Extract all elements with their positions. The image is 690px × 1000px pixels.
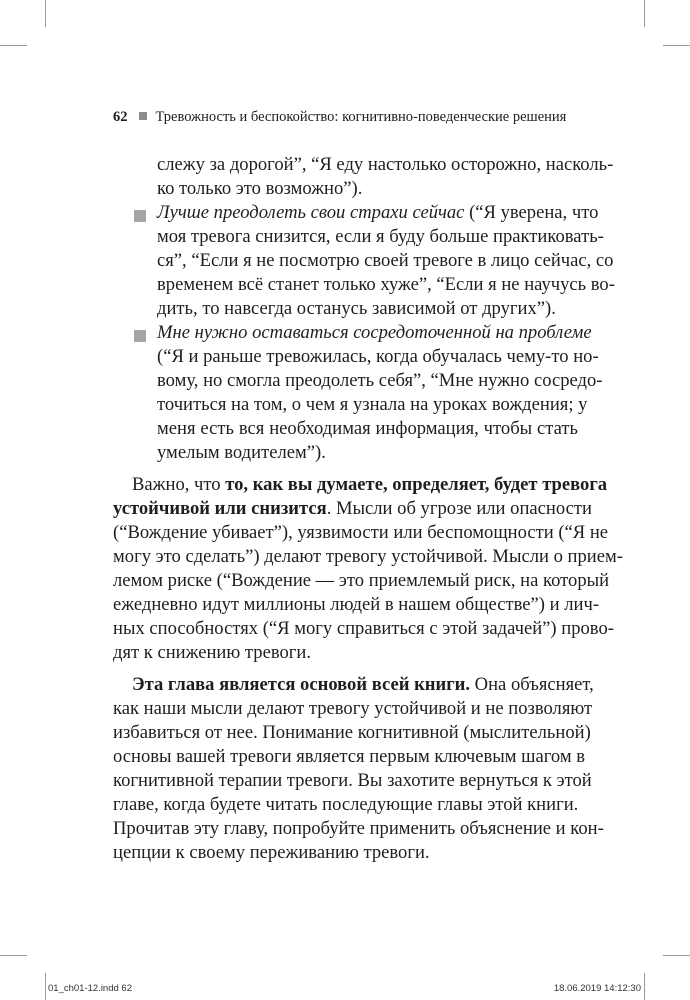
- text-line: [113, 521, 609, 545]
- bold-phrase: Эта глава является основой всей книги.: [132, 674, 471, 695]
- text-span: дить, то навсегда останусь зависимой от других”).: [157, 298, 556, 319]
- text-line: [157, 249, 614, 273]
- text-span: дят к снижению тревоги.: [113, 642, 311, 663]
- text-line: [132, 673, 594, 697]
- text-span: временем всё станет только хуже”, “Если я не научусь во-: [157, 274, 615, 295]
- text-line: [132, 473, 608, 497]
- text-span: могу это сделать”) делают тревогу устойчивой. Мысли о прием-: [113, 546, 623, 567]
- text-line: [113, 497, 592, 521]
- footer-datetime: 18.06.2019 14:12:30: [553, 983, 641, 994]
- text-line: [113, 745, 586, 769]
- text-line: [113, 721, 591, 745]
- crop-mark: [45, 973, 46, 1000]
- text-span: ся”, “Если я не посмотрю своей тревоге в лицо сейчас, со: [157, 250, 614, 271]
- text-line: [157, 441, 326, 465]
- text-line: [157, 177, 362, 201]
- bold-phrase: устойчивой или снизится: [113, 498, 327, 519]
- square-bullet-icon: [134, 210, 146, 222]
- running-title: Тревожность и беспокойство: когнитивно-поведенческие решения: [155, 109, 567, 125]
- text-span: когнитивной терапии тревоги. Вы захотите вернуться к этой: [113, 770, 592, 791]
- text-line: [157, 369, 603, 393]
- italic-phrase: Лучше преодолеть свои страхи сейчас: [157, 202, 465, 223]
- text-line: [113, 617, 614, 641]
- italic-phrase: Мне нужно оставаться сосредоточенной на проблеме: [157, 322, 592, 343]
- text-span: (“Я и раньше тревожилась, когда обучалась чему-то но-: [157, 346, 599, 367]
- bold-phrase: то, как вы думаете, определяет, будет тревога: [225, 474, 608, 495]
- text-span: (“Я уверена, что: [464, 202, 599, 223]
- text-span: моя тревога снизится, если я буду больше практиковать-: [157, 226, 604, 247]
- text-line: [157, 201, 599, 225]
- text-span: вому, но смогла преодолеть себя”, “Мне нужно сосредо-: [157, 370, 603, 391]
- text-span: главе, когда будете читать последующие главы этой книги.: [113, 794, 579, 815]
- text-span: как наши мысли делают тревогу устойчивой и не позволяют: [113, 698, 593, 719]
- text-span: Важно, что: [132, 474, 226, 495]
- text-line: [113, 769, 592, 793]
- square-bullet-icon: [139, 112, 147, 120]
- text-span: меня есть вся необходимая информация, чтобы стать: [157, 418, 578, 439]
- text-line: [113, 841, 430, 865]
- crop-mark: [0, 45, 27, 46]
- text-span: точиться на том, о чем я узнала на уроках вождения; у: [157, 394, 588, 415]
- text-line: [157, 153, 614, 177]
- text-line: [157, 273, 615, 297]
- crop-mark: [45, 0, 46, 27]
- text-span: ежедневно идут миллионы людей в нашем обществе”) и лич-: [113, 594, 600, 615]
- crop-mark: [663, 955, 690, 956]
- crop-mark: [0, 955, 27, 956]
- crop-mark: [663, 45, 690, 46]
- text-span: умелым водителем”).: [157, 442, 326, 463]
- text-span: цепции к своему переживанию тревоги.: [113, 842, 430, 863]
- text-line: [113, 697, 593, 721]
- text-line: [157, 393, 588, 417]
- square-bullet-icon: [134, 330, 146, 342]
- crop-mark: [644, 973, 645, 1000]
- text-span: основы вашей тревоги является первым ключевым шагом в: [113, 746, 586, 767]
- text-line: [113, 817, 604, 841]
- crop-mark: [644, 0, 645, 27]
- text-line: [113, 569, 610, 593]
- text-line: [157, 225, 604, 249]
- text-line: [113, 593, 600, 617]
- text-span: Прочитав эту главу, попробуйте применить объяснение и кон-: [113, 818, 604, 839]
- text-line: [157, 345, 599, 369]
- footer-file: 01_ch01-12.indd 62: [48, 983, 132, 994]
- text-span: лемом риске (“Вождение — это приемлемый риск, на который: [113, 570, 610, 591]
- text-span: Она объясняет,: [470, 674, 594, 695]
- text-line: [113, 793, 578, 817]
- text-span: ных способностях (“Я могу справиться с этой задачей”) прово-: [113, 618, 614, 639]
- text-span: ко только это возможно”).: [157, 178, 363, 199]
- text-line: [113, 641, 311, 665]
- text-span: слежу за дорогой”, “Я еду настолько осторожно, насколь-: [157, 154, 614, 175]
- text-span: . Мысли об угрозе или опасности: [326, 498, 592, 519]
- text-line: [157, 297, 556, 321]
- text-line: [157, 321, 592, 345]
- text-span: избавиться от нее. Понимание когнитивной (мыслительной): [113, 722, 591, 743]
- page-number: 62: [113, 109, 128, 125]
- text-span: (“Вождение убивает”), уязвимости или беспомощности (“Я не: [113, 522, 609, 543]
- text-line: [113, 545, 623, 569]
- text-line: [157, 417, 578, 441]
- running-header: [113, 109, 566, 126]
